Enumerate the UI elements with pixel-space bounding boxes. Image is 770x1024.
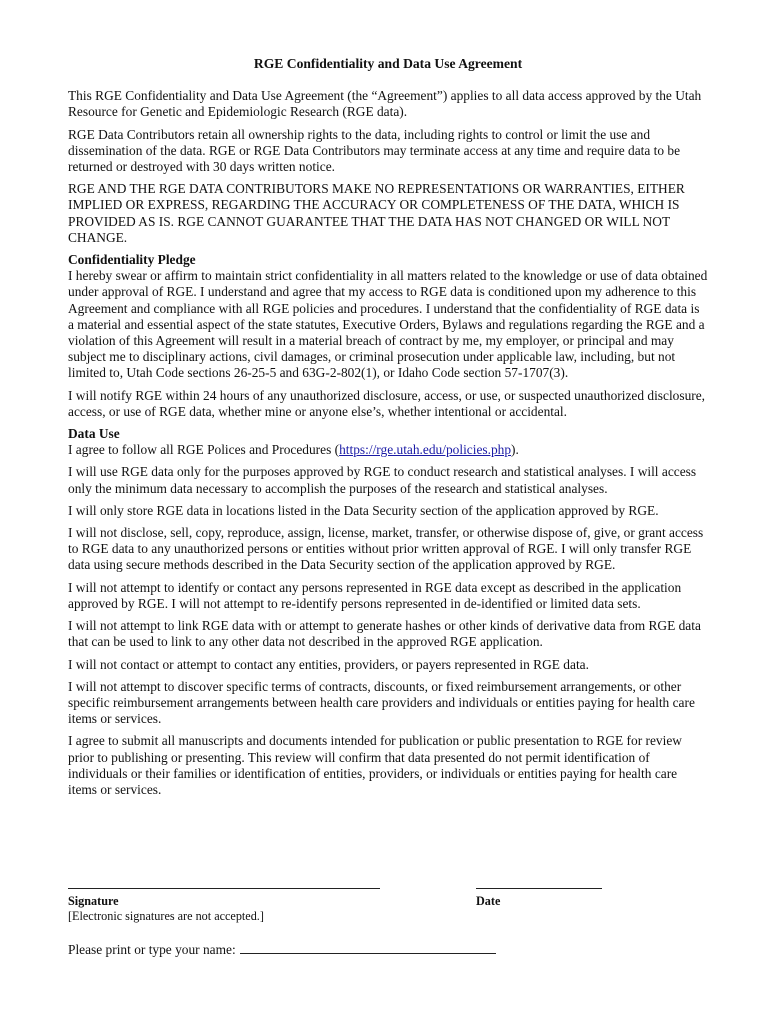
date-line[interactable] — [476, 888, 602, 889]
policies-link[interactable]: https://rge.utah.edu/policies.php — [339, 442, 512, 458]
page-title: RGE Confidentiality and Data Use Agreement — [253, 56, 523, 71]
data-use-paragraph-8: I agree to submit all manuscripts and documents intended for publication or public presentation to RGE for review prior to publishing or presenting. This review will confirm that data presented do not permit identification of individuals or their families or identification of entities, providers, or individuals or entities paying for health care items or services. — [68, 733, 682, 797]
data-use-paragraph-4: I will not attempt to identify or contact any persons represented in RGE data except as described in the application approved by RGE. I will not attempt to re-identify persons represented in de-identified or limited data sets. — [68, 579, 682, 611]
intro-paragraph-1: This RGE Confidentiality and Data Use Agreement (the “Agreement”) applies to all data access approved by the Utah Resource for Genetic and Epidemiologic Research (RGE data). — [68, 88, 702, 120]
intro-paragraph-2: RGE Data Contributors retain all ownership rights to the data, including rights to control or limit the use and dissemination of the data. RGE or RGE Data Contributors may terminate access at any time and require data to be returned or destroyed with 30 days written notice. — [68, 126, 681, 175]
print-name-label: Please print or type your name: — [68, 942, 236, 957]
data-use-paragraph-3: I will not disclose, sell, copy, reproduce, assign, license, market, transfer, or otherwise dispose of, give, or grant access to RGE data to any unauthorized persons or entities without prior written approval of RGE. I will only transfer RGE data using secure methods described in the Data Security section of the application approved by RGE. — [68, 525, 704, 573]
policy-paragraph — [68, 442, 708, 458]
signature-label: Signature — [68, 894, 119, 908]
data-use-paragraph-1: I will use RGE data only for the purposes approved by RGE to conduct research and statistical analyses. I will access only the minimum data necessary to accomplish the purposes of the research and statistical analyses. — [68, 464, 697, 496]
disclaimer-paragraph: RGE AND THE RGE DATA CONTRIBUTORS MAKE NO REPRESENTATIONS OR WARRANTIES, EITHER IMPLIED OR EXPRESS, REGARDING THE ACCURACY OR COMPLETENESS OF THE DATA, WHICH IS PROVIDED AS IS. RGE CANNOT GUARANTEE THAT THE DATA HAS NOT CHANGED OR WILL NOT CHANGE. — [68, 181, 685, 245]
signature-block — [68, 880, 708, 1000]
policy-prefix: I agree to follow all RGE Polices and Procedures ( — [68, 442, 340, 458]
data-use-paragraph-5: I will not attempt to link RGE data with or attempt to generate hashes or other kinds of derivative data from RGE data that can be used to link to any other data not described in the approved RGE application. — [68, 618, 701, 650]
signature-line[interactable] — [68, 888, 380, 889]
document-body — [68, 56, 708, 804]
confidentiality-heading: Confidentiality Pledge — [68, 252, 196, 268]
confidentiality-paragraph-1: I hereby swear or affirm to maintain strict confidentiality in all matters related to the knowledge or use of data obtained under approval of RGE. I understand and agree that my access to RGE data is conditioned upon my adherence to this Agreement and compliance with all RGE policies and procedures. I understand that the confidentiality of RGE data is a material and essential aspect of the state statutes, Executive Orders, Bylaws and regulations regarding the RGE and a violation of this Agreement will result in a material breach of contract by me, my employer, or principal and may subject me to disciplinary actions, civil damages, or criminal prosecution under applicable law, including, but not limited to, Utah Code sections 26-25-5 and 63G-2-802(1), or Idaho Code section 57-1707(3). — [68, 268, 708, 381]
print-name-field[interactable] — [240, 940, 496, 954]
data-use-paragraph-7: I will not attempt to discover specific terms of contracts, discounts, or fixed reimbursement arrangements, or other specific reimbursement arrangements between health care providers and individuals or entities paying for health care items or services. — [68, 678, 695, 727]
policy-suffix: ). — [511, 442, 519, 458]
data-use-heading: Data Use — [68, 426, 120, 442]
signature-note: [Electronic signatures are not accepted.] — [68, 909, 264, 923]
date-label: Date — [476, 894, 501, 908]
data-use-paragraph-6: I will not contact or attempt to contact any entities, providers, or payers represented in RGE data. — [68, 656, 589, 672]
print-name-row — [68, 940, 496, 958]
data-use-paragraph-2: I will only store RGE data in locations listed in the Data Security section of the application approved by RGE. — [68, 502, 659, 518]
confidentiality-paragraph-2: I will notify RGE within 24 hours of any unauthorized disclosure, access, or use, or suspected unauthorized disclosure, access, or use of RGE data, whether mine or anyone else’s, whether intentional or accidental. — [68, 387, 706, 419]
